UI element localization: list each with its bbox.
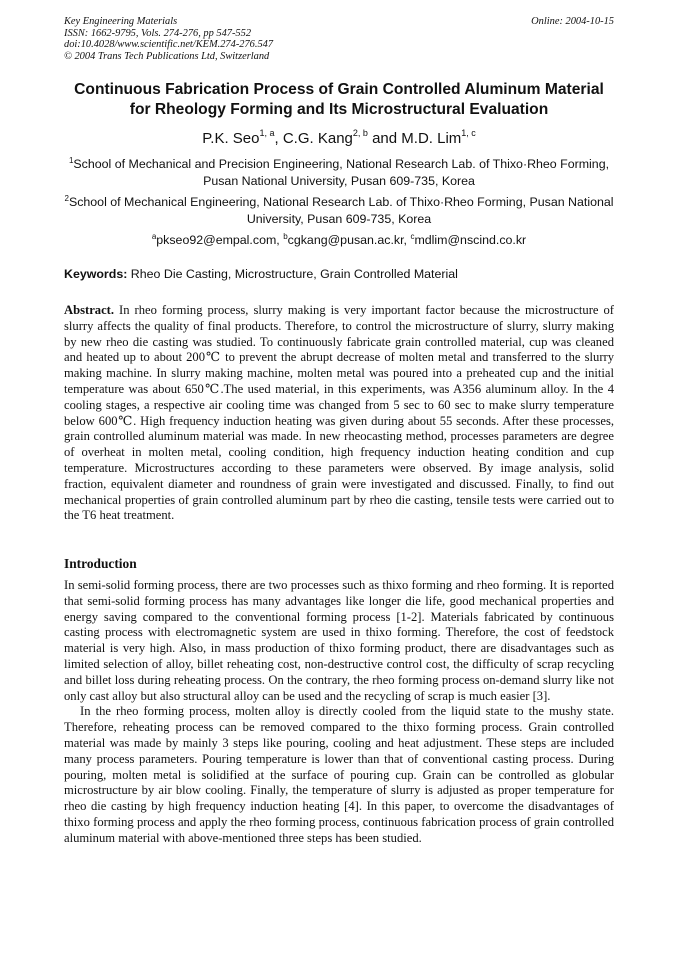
copyright-line: © 2004 Trans Tech Publications Ltd, Switzerland [64, 50, 270, 62]
author-superscript: 1, c [461, 128, 476, 138]
email-address[interactable]: mdlim@nscind.co.kr [414, 233, 527, 247]
affiliation-superscript: 1 [68, 156, 74, 165]
email-address[interactable]: pkseo92@empal.com, [156, 233, 284, 247]
author-list [56, 130, 622, 148]
email-superscript: c [410, 232, 415, 241]
email-list [64, 232, 614, 249]
author-name: M.D. Lim [401, 130, 462, 147]
author-separator: , [274, 130, 283, 147]
author-superscript: 1, a [259, 128, 275, 138]
author-name: P.K. Seo [202, 130, 260, 147]
title-line-2: for Rheology Forming and Its Microstructural Evaluation [129, 101, 549, 118]
keywords-line [64, 266, 616, 283]
online-date: Online: 2004-10-15 [531, 16, 614, 27]
keywords-text: Rheo Die Casting, Microstructure, Grain Controlled Material [127, 267, 458, 281]
affiliation-2 [64, 194, 614, 228]
issn-line: ISSN: 1662-9795, Vols. 274-276, pp 547-552 [64, 27, 252, 39]
author-superscript: 2, b [352, 128, 368, 138]
doi-line: doi:10.4028/www.scientific.net/KEM.274-276.547 [64, 39, 274, 51]
paper-title [56, 80, 622, 120]
abstract-text: In rheo forming process, slurry making is very important factor because the microstructure of slurry affects the quality of final products. Therefore, to control the microstructure of slurry, slurry making by new rheo die casting was studied. To continuously fabricate grain controlled material, cup was cleaned and heated up to about 200℃ to prevent the abrupt decrease of molten metal and transferred to the slurry making machine. In slurry making machine, molten metal was poured into a preheated cup and the initial temperature was about 650℃.The used material, in this experiments, was A356 aluminum alloy. In the 4 cooling stages, a respective air cooling time was changed from 5 sec to 60 sec to make slurry temperature below 600℃. High frequency induction heating was given during about 55 seconds. After these processes, grain controlled aluminum material was made. In new rheocasting method, processes parameters are degree of overheat in molten metal, cooling condition, high frequency induction heating condition and cup temperature. Microstructures according to these parameters were observed. By image analysis, solid fraction, equivalent diameter and roundness of grain were investigated and discussed. Finally, to find out mechanical properties of grain controlled aluminum part by rheo die casting, tensile tests were carried out to the T6 heat treatment. [64, 303, 614, 523]
email-superscript: b [283, 232, 288, 241]
affiliation-line: University, Pusan 609-735, Korea [246, 212, 432, 226]
author-name: C.G. Kang [282, 130, 353, 147]
affiliation-1 [64, 156, 614, 190]
affiliation-line: School of Mechanical Engineering, National Research Lab. of Thixo·Rheo Forming, Pusan National [68, 195, 614, 209]
introduction-body [64, 578, 614, 847]
author-separator: and [367, 130, 402, 147]
abstract-label: Abstract. [64, 303, 115, 317]
affiliation-superscript: 2 [64, 194, 69, 203]
title-line-1: Continuous Fabrication Process of Grain Controlled Aluminum Material [74, 81, 604, 98]
email-address[interactable]: cgkang@pusan.ac.kr, [287, 233, 411, 247]
abstract-paragraph [64, 303, 614, 524]
citation-header [64, 16, 273, 62]
introduction-paragraph-2: In the rheo forming process, molten alloy is directly cooled from the liquid state to the mushy state. Therefore, reheating process can be removed compared to the thixo forming process. Grain controlled material was made by mainly 3 steps like pouring, cooling and heat adjustment. These steps are included many process parameters. Pouring temperature is lower than that of conventional casting process. During pouring, molten metal is solidified at the surface of pouring cup. Grain can be controlled as globular microstructure by air blow cooling. Finally, the temperature of slurry is adjusted as proper temperature for rheo die casting by high frequency induction heating [4]. In this paper, to overcome the disadvantages of thixo forming process and apply the rheo forming process, continuous fabrication process of grain controlled aluminum material with above-mentioned three steps has been studied. [64, 704, 614, 845]
affiliation-line: Pusan National University, Pusan 609-735, Korea [203, 174, 475, 188]
affiliation-line: School of Mechanical and Precision Engineering, National Research Lab. of Thixo·Rheo Forming, [73, 157, 610, 171]
email-superscript: a [151, 232, 157, 241]
journal-name: Key Engineering Materials [64, 16, 178, 27]
introduction-heading: Introduction [64, 556, 137, 571]
keywords-label: Keywords: [64, 267, 128, 281]
introduction-paragraph-1: In semi-solid forming process, there are two processes such as thixo forming and rheo forming. It is reported that semi-solid forming process has many advantages like longer die life, good mechanical properties and energy saving compared to the conventional forming process [1-2]. Materials fabricated by continuous casting process with electromagnetic system are used in thixo forming. Therefore, the cost of feedstock material is very high. Also, in mass production of thixo forming product, there are disadvantages such as limited selection of alloy, billet reheating cost, non-destructive control cost, the difficulty of scrap recycling and billet loss during reheating process. On the contrary, the rheo forming process on-demand slurry like not only cast alloy but also structural alloy can be used and the recycling of scrap is much easier [3]. [64, 578, 614, 703]
